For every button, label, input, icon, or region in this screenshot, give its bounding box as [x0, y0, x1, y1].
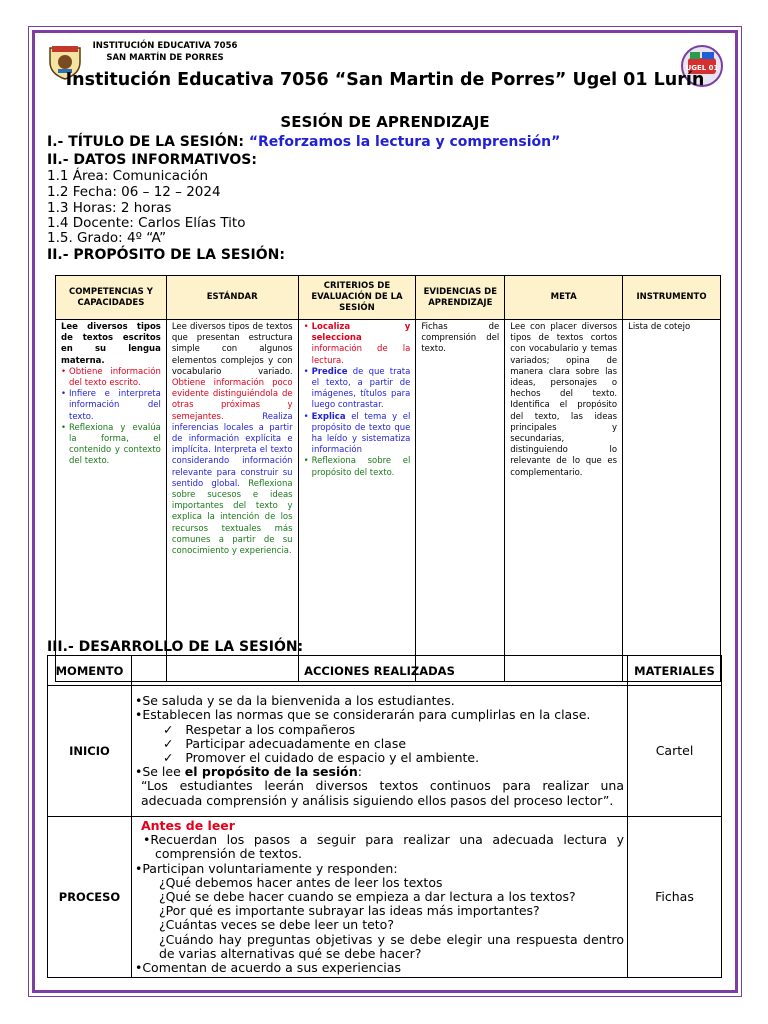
proceso-subtitle: Antes de leer	[140, 818, 235, 833]
criterio-explica-text: el tema y el propósito de texto que ha leído y sistematiza información	[311, 411, 411, 456]
header-momento: MOMENTO	[48, 656, 132, 686]
proceso-row	[48, 817, 722, 978]
proceso-bullet-comentan: •Comentan de acuerdo a sus experiencias	[134, 960, 401, 976]
criterio-localiza-bold: Localiza y selecciona	[311, 322, 411, 344]
session-title-value: “Reforzamos la lectura y comprensión”	[248, 134, 561, 150]
inicio-check-1	[135, 723, 624, 737]
datos-horas: 1.3 Horas: 2 horas	[47, 200, 172, 216]
desarrollo-header-row	[48, 656, 722, 686]
estandar-cell	[166, 320, 298, 682]
proceso-question-1: ¿Qué debemos hacer antes de leer los textos	[158, 874, 443, 890]
criterio-reflexiona-text: Reflexiona sobre el propósito del texto.	[311, 456, 411, 478]
inicio-acciones	[131, 686, 627, 817]
estandar-infiere: Realiza inferencias locales a partir de información explícita e implícita. Interpreta el texto considerando información relevante para construir su sentido global.	[171, 411, 293, 489]
estandar-text: Lee diversos tipos de textos que presentan estructura simple con algunos elementos complejos y con vocabulario variado.	[171, 322, 293, 377]
inicio-momento: INICIO	[48, 686, 132, 817]
competencia-title: Lee diversos tipos de textos escritos en su lengua materna.	[61, 322, 161, 366]
criterio-localiza-text: información de la lectura.	[311, 344, 411, 366]
header-materiales: MATERIALES	[628, 656, 722, 686]
criterio-explica	[304, 412, 411, 457]
header-criterios: CRITERIOS DE EVALUACIÓN DE LA SESIÓN	[298, 276, 416, 320]
inicio-check-2-text: Participar adecuadamente en clase	[185, 735, 407, 751]
inicio-proposito-post: :	[357, 764, 362, 780]
proceso-momento: PROCESO	[48, 817, 132, 978]
inicio-bullet-proposito	[135, 765, 624, 779]
proceso-acciones	[131, 817, 627, 978]
meta-cell: Lee con placer diversos tipos de textos cortos con vocabulario y temas variados; opina de manera clara sobre las ideas, personajes o hechos del texto. Identifica el propósito del texto, las ideas principales y secundarias, distinguiendo lo relevante de lo que es complementario.	[505, 320, 623, 682]
header-evidencias: EVIDENCIAS DE APRENDIZAJE	[416, 276, 505, 320]
proceso-question-5: ¿Cuándo hay preguntas objetivas y se debe elegir una respuesta dentro de varias alternativas qué se debe hacer?	[158, 931, 624, 961]
header-estandar: ESTÁNDAR	[166, 276, 298, 320]
criterio-predice	[304, 367, 411, 412]
checkmark-icon: ✓	[162, 735, 186, 751]
proceso-question-3: ¿Por qué es importante subrayar las ideas más importantes?	[158, 903, 540, 919]
datos-fecha: 1.2 Fecha: 06 – 12 – 2024	[47, 184, 221, 200]
datos-area: 1.1 Área: Comunicación	[47, 168, 209, 184]
competencia-item-reflexiona: • Reflexiona y evalúa la forma, el contenido y contexto del texto.	[61, 423, 161, 468]
inicio-proposito-pre: •Se lee	[134, 764, 185, 780]
proceso-material: Fichas	[628, 817, 722, 978]
institution-small-line1: INSTITUCIÓN EDUCATIVA 7056	[92, 41, 238, 51]
estandar-obtiene: Obtiene información poco evidente distinguiéndola de otras próximas y semejantes.	[171, 378, 293, 422]
criterio-predice-text: de que trata el texto, a partir de imágenes, títulos para luego contrastar.	[311, 366, 411, 411]
criterio-localiza	[304, 322, 411, 367]
ugel-logo-text: UGEL 01	[685, 64, 719, 72]
proposito-content-row	[56, 320, 721, 682]
datos-heading: II.- DATOS INFORMATIVOS:	[47, 152, 257, 168]
estandar-reflexiona: Reflexiona sobre sucesos e ideas importantes del texto y explica la intención de los recursos textuales más comunes a partir de su conocimiento y experiencia.	[171, 478, 293, 557]
main-title: Institución Educativa 7056 “San Martin de Porres” Ugel 01 Lurín	[65, 70, 705, 90]
inicio-row	[48, 686, 722, 817]
competencia-item-obtiene: • Obtiene información del texto escrito.	[61, 367, 161, 389]
proposito-heading: II.- PROPÓSITO DE LA SESIÓN:	[47, 247, 285, 263]
evidencias-cell: Fichas de comprensión del texto.	[416, 320, 505, 682]
checkmark-icon: ✓	[162, 750, 186, 765]
inicio-bullet-normas: •Establecen las normas que se considerarán para cumplirlas en la clase.	[134, 707, 591, 723]
header-competencias: COMPETENCIAS Y CAPACIDADES	[56, 276, 167, 320]
proceso-question-4: ¿Cuántas veces se debe leer un teto?	[158, 917, 394, 933]
criterio-explica-bold: Explica	[311, 411, 346, 422]
datos-docente: 1.4 Docente: Carlos Elías Tito	[47, 215, 246, 231]
inicio-check-3-text: Promover el cuidado de espacio y el ambiente.	[185, 750, 480, 765]
header-acciones: ACCIONES REALIZADAS	[131, 656, 627, 686]
desarrollo-table	[47, 655, 722, 978]
inicio-check-1-text: Respetar a los compañeros	[185, 721, 356, 737]
session-title-line	[47, 134, 560, 150]
inicio-check-2	[135, 737, 624, 751]
session-title-label: I.- TÍTULO DE LA SESIÓN:	[47, 134, 244, 150]
institution-small-line2: SAN MARTÍN DE PORRES	[106, 53, 224, 63]
datos-grado: 1.5. Grado: 4º “A”	[47, 230, 167, 246]
proceso-question-2: ¿Qué se debe hacer cuando se empieza a dar lectura a los textos?	[158, 889, 576, 905]
competencias-cell	[56, 320, 167, 682]
criterio-reflexiona	[304, 456, 411, 478]
competencia-item-infiere: • Infiere e interpreta información del texto.	[61, 389, 161, 423]
header-meta: META	[505, 276, 623, 320]
desarrollo-heading: III.- DESARROLLO DE LA SESIÓN:	[47, 639, 304, 655]
inicio-material: Cartel	[628, 686, 722, 817]
proposito-table	[55, 275, 721, 682]
criterios-cell	[298, 320, 416, 682]
instrumento-cell: Lista de cotejo	[623, 320, 721, 682]
institution-small-header	[90, 40, 240, 64]
checkmark-icon: ✓	[162, 721, 186, 737]
proposito-header-row	[56, 276, 721, 320]
session-title: SESIÓN DE APRENDIZAJE	[280, 113, 490, 131]
proceso-bullet-participan: •Participan voluntariamente y responden:	[134, 860, 398, 876]
inicio-check-3	[135, 751, 624, 765]
proceso-bullet-recuerdan: •Recuerdan los pasos a seguir para realizar una adecuada lectura y comprensión de textos.	[142, 832, 624, 862]
header-instrumento: INSTRUMENTO	[623, 276, 721, 320]
criterio-predice-bold: Predice	[311, 366, 348, 377]
inicio-proposito-bold: el propósito de la sesión	[184, 764, 358, 780]
inicio-proposito-quote: “Los estudiantes leerán diversos textos continuos para realizar una adecuada comprensión y análisis siguiendo ellos pasos del proceso lector”.	[140, 778, 624, 808]
inicio-bullet-saludo: •Se saluda y se da la bienvenida a los estudiantes.	[134, 693, 455, 709]
